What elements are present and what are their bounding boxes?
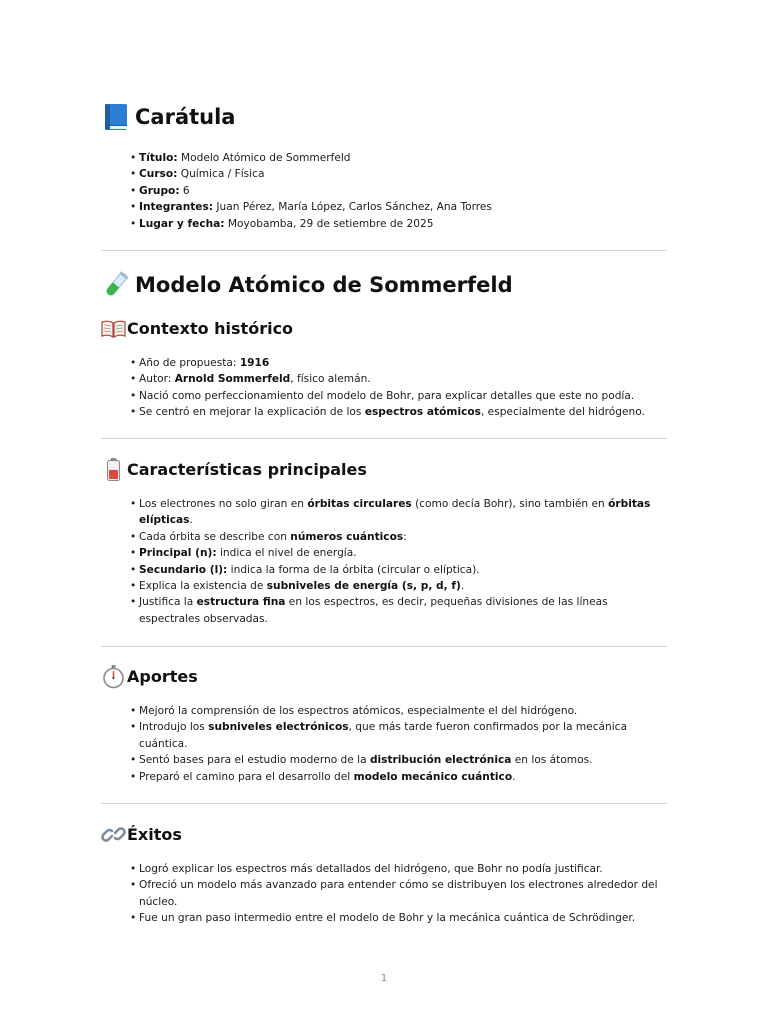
list-item: • Fue un gran paso intermedio entre el modelo de Bohr y la mecánica cuántica de Schrödinger.	[130, 910, 660, 926]
divider	[101, 250, 667, 251]
battery-icon	[101, 457, 126, 482]
list-item: • Mejoró la comprensión de los espectros atómicos, especialmente el del hidrógeno.	[130, 703, 660, 719]
list-item: • Secundario (l): indica la forma de la órbita (circular o elíptica).	[130, 562, 660, 578]
divider	[101, 646, 667, 647]
divider	[101, 438, 667, 439]
exitos-list	[130, 861, 660, 927]
list-item: • Grupo: 6	[130, 183, 660, 199]
list-item: • Explica la existencia de subniveles de energía (s, p, d, f).	[130, 578, 660, 594]
page-number: 1	[380, 973, 388, 984]
contexto-heading	[101, 316, 293, 341]
caracteristicas-heading	[101, 457, 367, 482]
list-item: • Título: Modelo Atómico de Sommerfeld	[130, 150, 660, 166]
caratula-heading	[101, 102, 235, 132]
list-item: • Los electrones no solo giran en órbitas circulares (como decía Bohr), sino también en órbitas elípticas.	[130, 496, 660, 529]
aportes-heading	[101, 664, 198, 689]
caracteristicas-title: Características principales	[127, 460, 367, 479]
main-heading	[101, 270, 513, 300]
open-book-icon	[101, 316, 126, 341]
list-item: • Ofreció un modelo más avanzado para entender cómo se distribuyen los electrones alrededor del núcleo.	[130, 877, 660, 910]
list-item: • Logró explicar los espectros más detallados del hidrógeno, que Bohr no podía justificar.	[130, 861, 660, 877]
list-item: • Se centró en mejorar la explicación de los espectros atómicos, especialmente del hidrógeno.	[130, 404, 660, 420]
contexto-title: Contexto histórico	[127, 319, 294, 338]
caratula-list	[130, 150, 660, 232]
list-item: • Principal (n): indica el nivel de energía.	[130, 545, 660, 561]
list-item: • Preparó el camino para el desarrollo del modelo mecánico cuántico.	[130, 769, 660, 785]
list-item: • Curso: Química / Física	[130, 166, 660, 182]
list-item: • Autor: Arnold Sommerfeld, físico alemán.	[130, 371, 660, 387]
test-tube-icon	[101, 270, 131, 300]
caracteristicas-list	[130, 496, 660, 627]
list-item: • Cada órbita se describe con números cuánticos:	[130, 529, 660, 545]
exitos-title: Éxitos	[127, 825, 182, 844]
caratula-title: Carátula	[135, 105, 236, 129]
main-title: Modelo Atómico de Sommerfeld	[135, 273, 513, 297]
aportes-title: Aportes	[127, 667, 198, 686]
list-item: • Nació como perfeccionamiento del modelo de Bohr, para explicar detalles que este no podía.	[130, 388, 660, 404]
list-item: • Integrantes: Juan Pérez, María López, Carlos Sánchez, Ana Torres	[130, 199, 660, 215]
link-icon	[101, 822, 126, 847]
blue-book-icon	[101, 102, 131, 132]
list-item: • Sentó bases para el estudio moderno de la distribución electrónica en los átomos.	[130, 752, 660, 768]
list-item: • Introdujo los subniveles electrónicos, que más tarde fueron confirmados por la mecánica cuántica.	[130, 719, 660, 752]
list-item: • Lugar y fecha: Moyobamba, 29 de setiembre de 2025	[130, 216, 660, 232]
list-item: • Justifica la estructura fina en los espectros, es decir, pequeñas divisiones de las líneas espectrales observadas.	[130, 594, 660, 627]
divider	[101, 803, 667, 804]
stopwatch-icon	[101, 664, 126, 689]
contexto-list	[130, 355, 660, 421]
aportes-list	[130, 703, 660, 785]
exitos-heading	[101, 822, 182, 847]
list-item: • Año de propuesta: 1916	[130, 355, 660, 371]
